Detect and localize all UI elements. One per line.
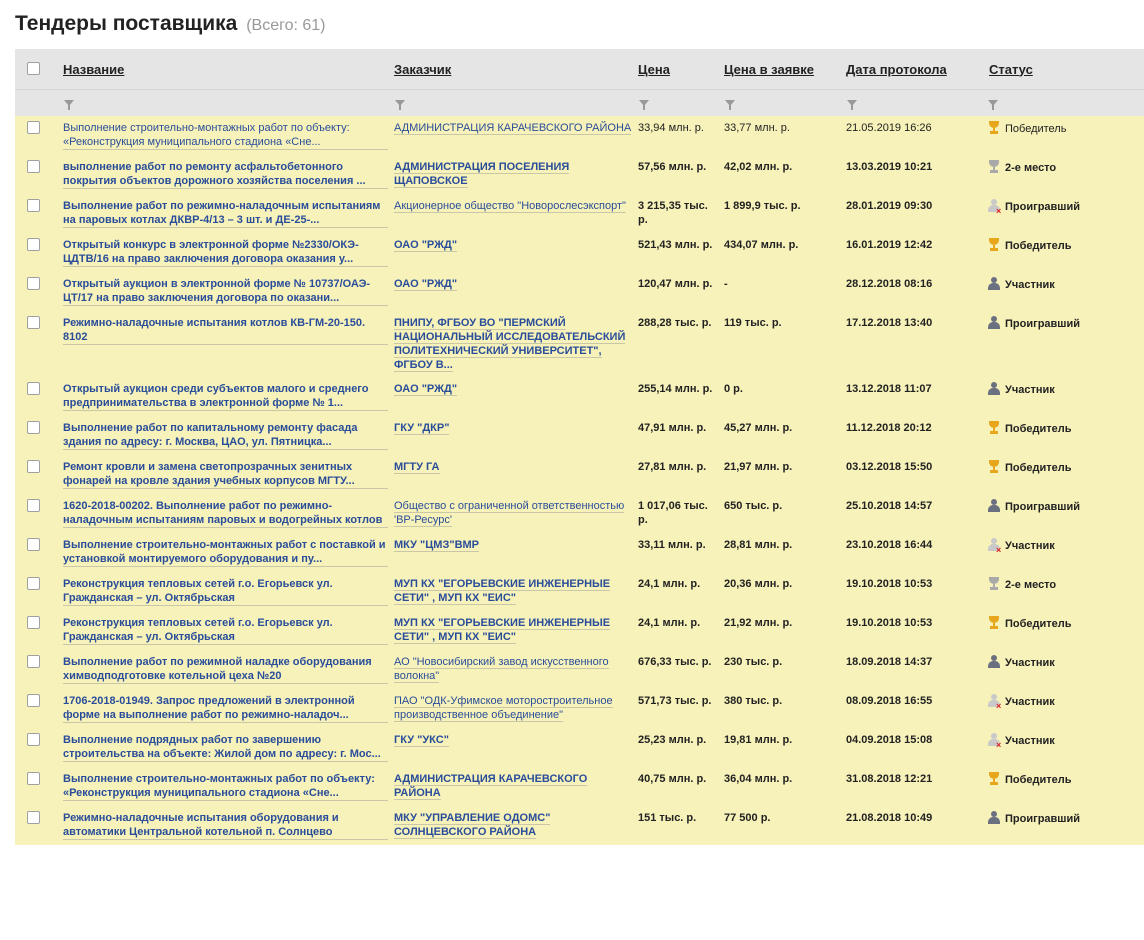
gold-cup-icon	[987, 460, 1001, 474]
bid-price-cell: 28,81 млн. р.	[724, 533, 846, 572]
bid-price-cell: 36,04 млн. р.	[724, 767, 846, 806]
price-cell: 40,75 млн. р.	[638, 767, 724, 806]
person-icon	[987, 382, 1001, 396]
tender-name-link[interactable]: Ремонт кровли и замена светопрозрачных зенитных фонарей на кровле здания учебных корпусов МГТУ...	[63, 460, 388, 489]
column-price[interactable]	[638, 49, 724, 90]
customer-link[interactable]: ГКУ "ДКР"	[394, 422, 450, 434]
row-checkbox[interactable]	[27, 421, 40, 434]
status-label: Победитель	[1005, 123, 1067, 135]
status-cell	[987, 533, 1144, 572]
status-cell	[987, 311, 1144, 377]
table-row[interactable]	[15, 455, 1144, 494]
page-title-text: Тендеры поставщика	[15, 12, 238, 35]
customer-link[interactable]: ОАО "РЖД"	[394, 383, 458, 395]
column-name-label[interactable]: Название	[63, 61, 125, 77]
price-cell: 33,11 млн. р.	[638, 533, 724, 572]
person-icon	[987, 655, 1001, 669]
filter-icon[interactable]	[64, 100, 74, 106]
row-checkbox[interactable]	[27, 811, 40, 824]
status-cell	[987, 455, 1144, 494]
tender-name-link[interactable]: Выполнение строительно-монтажных работ по объекту: «Реконструкция муниципального стадиона «Сне...	[63, 772, 388, 801]
tender-name-link[interactable]: выполнение работ по ремонту асфальтобетонного покрытия объектов дорожного хозяйства поселения ...	[63, 160, 388, 189]
column-bid-price[interactable]	[724, 49, 846, 90]
table-row[interactable]	[15, 533, 1144, 572]
person-icon	[987, 277, 1001, 291]
status-label: Участник	[1005, 279, 1055, 291]
customer-link[interactable]: ПАО "ОДК-Уфимское моторостроительное производственное объединение"	[394, 695, 613, 721]
customer-link[interactable]: ПНИПУ, ФГБОУ ВО "ПЕРМСКИЙ НАЦИОНАЛЬНЫЙ ИССЛЕДОВАТЕЛЬСКИЙ ПОЛИТЕХНИЧЕСКИЙ УНИВЕРСИТЕТ", ФГБОУ В...	[394, 317, 626, 371]
price-cell: 521,43 млн. р.	[638, 233, 724, 272]
protocol-date-cell: 19.10.2018 10:53	[846, 572, 987, 611]
price-cell: 676,33 тыс. р.	[638, 650, 724, 689]
price-cell: 24,1 млн. р.	[638, 611, 724, 650]
row-checkbox[interactable]	[27, 772, 40, 785]
row-checkbox[interactable]	[27, 655, 40, 668]
person-icon	[987, 811, 1001, 825]
bid-price-cell: 434,07 млн. р.	[724, 233, 846, 272]
status-cell	[987, 767, 1144, 806]
protocol-date-cell: 18.09.2018 14:37	[846, 650, 987, 689]
table-row[interactable]	[15, 116, 1144, 155]
gold-cup-icon	[987, 121, 1001, 135]
status-label: Участник	[1005, 696, 1055, 708]
customer-link[interactable]: ГКУ "УКС"	[394, 734, 449, 746]
price-cell: 120,47 млн. р.	[638, 272, 724, 311]
table-body	[15, 116, 1144, 845]
table-row[interactable]	[15, 416, 1144, 455]
select-all-cell	[15, 49, 63, 90]
filter-bid-price[interactable]	[724, 90, 846, 117]
price-cell: 3 215,35 тыс. р.	[638, 194, 724, 233]
status-label: Проигравший	[1005, 318, 1080, 330]
status-label: Проигравший	[1005, 813, 1080, 825]
customer-link[interactable]: Акционерное общество "Новорослесэкспорт"	[394, 200, 626, 212]
customer-link[interactable]: МУП КХ "ЕГОРЬЕВСКИЕ ИНЖЕНЕРНЫЕ СЕТИ" , МУП КХ "ЕИС"	[394, 578, 611, 604]
table-row[interactable]	[15, 272, 1144, 311]
row-checkbox[interactable]	[27, 733, 40, 746]
row-checkbox[interactable]	[27, 460, 40, 473]
status-label: 2-е место	[1005, 162, 1057, 174]
silver-cup-icon	[987, 160, 1001, 174]
protocol-date-cell: 04.09.2018 15:08	[846, 728, 987, 767]
price-cell: 47,91 млн. р.	[638, 416, 724, 455]
status-cell	[987, 650, 1144, 689]
protocol-date-cell: 28.01.2019 09:30	[846, 194, 987, 233]
table-row[interactable]	[15, 311, 1144, 377]
table-row[interactable]	[15, 689, 1144, 728]
protocol-date-cell: 21.08.2018 10:49	[846, 806, 987, 845]
person-lost-icon: ×	[987, 199, 1001, 213]
bid-price-cell: 42,02 млн. р.	[724, 155, 846, 194]
bid-price-cell: 1 899,9 тыс. р.	[724, 194, 846, 233]
status-cell	[987, 572, 1144, 611]
gold-cup-icon	[987, 421, 1001, 435]
row-checkbox[interactable]	[27, 499, 40, 512]
bid-price-cell: 45,27 млн. р.	[724, 416, 846, 455]
protocol-date-cell: 16.01.2019 12:42	[846, 233, 987, 272]
status-label: Победитель	[1005, 240, 1072, 252]
filter-name[interactable]	[63, 90, 394, 117]
customer-link[interactable]: АДМИНИСТРАЦИЯ ПОСЕЛЕНИЯ ЩАПОВСКОЕ	[394, 161, 570, 187]
bid-price-cell: 20,36 млн. р.	[724, 572, 846, 611]
protocol-date-cell: 03.12.2018 15:50	[846, 455, 987, 494]
filter-icon[interactable]	[847, 100, 857, 106]
row-checkbox[interactable]	[27, 538, 40, 551]
price-cell: 255,14 млн. р.	[638, 377, 724, 416]
customer-link[interactable]: МКУ "ЦМЗ"ВМР	[394, 539, 480, 551]
customer-link[interactable]: ОАО "РЖД"	[394, 278, 458, 290]
status-cell	[987, 806, 1144, 845]
bid-price-cell: 33,77 млн. р.	[724, 116, 846, 155]
tender-name-link[interactable]: Открытый аукцион в электронной форме № 10737/ОАЭ-ЦТ/17 на право заключения договора по оказани...	[63, 277, 388, 306]
filter-customer[interactable]	[394, 90, 638, 117]
customer-link[interactable]: АДМИНИСТРАЦИЯ КАРАЧЕВСКОГО РАЙОНА	[394, 773, 588, 799]
bid-price-cell: 380 тыс. р.	[724, 689, 846, 728]
status-cell	[987, 494, 1144, 533]
status-cell	[987, 155, 1144, 194]
status-cell	[987, 728, 1144, 767]
bid-price-cell: 21,92 млн. р.	[724, 611, 846, 650]
status-cell	[987, 377, 1144, 416]
person-lost-icon: ×	[987, 733, 1001, 747]
status-label: Победитель	[1005, 618, 1072, 630]
tender-name-link[interactable]: Режимно-наладочные испытания оборудования и автоматики Центральной котельной п. Солнцево	[63, 811, 388, 840]
protocol-date-cell: 19.10.2018 10:53	[846, 611, 987, 650]
person-icon	[987, 316, 1001, 330]
customer-link[interactable]: МГТУ ГА	[394, 461, 440, 473]
row-checkbox[interactable]	[27, 694, 40, 707]
column-price-label[interactable]: Цена	[638, 61, 670, 77]
price-cell: 25,23 млн. р.	[638, 728, 724, 767]
column-bid-price-label[interactable]: Цена в заявке	[724, 61, 815, 77]
bid-price-cell: 230 тыс. р.	[724, 650, 846, 689]
column-name[interactable]	[63, 49, 394, 90]
bid-price-cell: 19,81 млн. р.	[724, 728, 846, 767]
filter-row	[15, 90, 1144, 117]
customer-link[interactable]: МУП КХ "ЕГОРЬЕВСКИЕ ИНЖЕНЕРНЫЕ СЕТИ" , МУП КХ "ЕИС"	[394, 617, 611, 643]
tender-name-link[interactable]: Выполнение работ по режимной наладке оборудования химводподготовке котельной цеха №20	[63, 655, 388, 684]
status-cell	[987, 116, 1144, 155]
status-label: Победитель	[1005, 774, 1072, 786]
filter-icon[interactable]	[639, 100, 649, 106]
status-label: Участник	[1005, 540, 1055, 552]
status-label: Участник	[1005, 735, 1055, 747]
tender-name-link[interactable]: Выполнение работ по капитальному ремонту фасада здания по адресу: г. Москва, ЦАО, ул. Пятницка...	[63, 421, 388, 450]
row-checkbox[interactable]	[27, 160, 40, 173]
tender-name-link[interactable]: Выполнение подрядных работ по завершению строительства на объекте: Жилой дом по адресу: г. Мос...	[63, 733, 388, 762]
row-checkbox[interactable]	[27, 277, 40, 290]
total-count: (Всего: 61)	[246, 17, 326, 34]
column-status[interactable]	[987, 49, 1144, 90]
column-customer[interactable]	[394, 49, 638, 90]
price-cell: 57,56 млн. р.	[638, 155, 724, 194]
row-checkbox[interactable]	[27, 238, 40, 251]
filter-icon[interactable]	[725, 100, 735, 106]
tender-name-link[interactable]: Открытый конкурс в электронной форме №2330/ОКЭ-ЦДТВ/16 на право заключения договора оказания у...	[63, 238, 388, 267]
person-lost-icon: ×	[987, 694, 1001, 708]
protocol-date-cell: 23.10.2018 16:44	[846, 533, 987, 572]
tender-name-link[interactable]: Реконструкция тепловых сетей г.о. Егорьевск ул. Гражданская – ул. Октябрьская	[63, 577, 388, 606]
table-row[interactable]	[15, 650, 1144, 689]
column-status-label[interactable]: Статус	[989, 61, 1033, 77]
bid-price-cell: -	[724, 272, 846, 311]
price-cell: 24,1 млн. р.	[638, 572, 724, 611]
row-checkbox[interactable]	[27, 577, 40, 590]
bid-price-cell: 77 500 р.	[724, 806, 846, 845]
protocol-date-cell: 11.12.2018 20:12	[846, 416, 987, 455]
filter-status[interactable]	[987, 90, 1144, 117]
table-header-row	[15, 49, 1144, 90]
price-cell: 288,28 тыс. р.	[638, 311, 724, 377]
bid-price-cell: 21,97 млн. р.	[724, 455, 846, 494]
bid-price-cell: 119 тыс. р.	[724, 311, 846, 377]
filter-icon[interactable]	[988, 100, 998, 106]
status-label: Проигравший	[1005, 501, 1080, 513]
tender-name-link[interactable]: 1620-2018-00202. Выполнение работ по режимно-наладочным испытаниям паровых и водогрейных котлов	[63, 499, 388, 528]
select-all-checkbox[interactable]	[27, 62, 40, 75]
table-row[interactable]	[15, 806, 1144, 845]
status-label: Участник	[1005, 657, 1055, 669]
tender-name-link[interactable]: 1706-2018-01949. Запрос предложений в электронной форме на выполнение работ по режимно-наладоч...	[63, 694, 388, 723]
status-label: Участник	[1005, 384, 1055, 396]
table-row[interactable]	[15, 233, 1144, 272]
status-label: Победитель	[1005, 462, 1072, 474]
protocol-date-cell: 21.05.2019 16:26	[846, 116, 987, 155]
tender-name-link[interactable]: Открытый аукцион среди субъектов малого и среднего предпринимательства в электронной форме № 1...	[63, 382, 388, 411]
protocol-date-cell: 13.12.2018 11:07	[846, 377, 987, 416]
person-icon	[987, 499, 1001, 513]
price-cell: 571,73 тыс. р.	[638, 689, 724, 728]
customer-link[interactable]: МКУ "УПРАВЛЕНИЕ ОДОМС" СОЛНЦЕВСКОГО РАЙОНА	[394, 812, 551, 838]
tender-name-link[interactable]: Выполнение строительно-монтажных работ с поставкой и установкой монтируемого оборудования и пу...	[63, 538, 388, 567]
column-protocol-date-label[interactable]: Дата протокола	[846, 61, 947, 77]
table-row[interactable]	[15, 572, 1144, 611]
protocol-date-cell: 25.10.2018 14:57	[846, 494, 987, 533]
gold-cup-icon	[987, 238, 1001, 252]
protocol-date-cell: 08.09.2018 16:55	[846, 689, 987, 728]
row-checkbox[interactable]	[27, 316, 40, 329]
tender-name-link[interactable]: Режимно-наладочные испытания котлов КВ-ГМ-20-150. 8102	[63, 316, 388, 345]
table-row[interactable]	[15, 611, 1144, 650]
table-row[interactable]	[15, 155, 1144, 194]
table-row[interactable]	[15, 494, 1144, 533]
status-cell	[987, 194, 1144, 233]
customer-link[interactable]: АДМИНИСТРАЦИЯ КАРАЧЕВСКОГО РАЙОНА	[394, 122, 632, 134]
status-label: Победитель	[1005, 423, 1072, 435]
row-checkbox[interactable]	[27, 121, 40, 134]
status-cell	[987, 233, 1144, 272]
tenders-table	[15, 49, 1144, 845]
status-cell	[987, 689, 1144, 728]
tender-name-link[interactable]: Выполнение работ по режимно-наладочным испытаниям на паровых котлах ДКВР-4/13 – 3 шт. и ДЕ-25-...	[63, 199, 388, 228]
table-row[interactable]	[15, 194, 1144, 233]
tender-name-link[interactable]: Реконструкция тепловых сетей г.о. Егорьевск ул. Гражданская – ул. Октябрьская	[63, 616, 388, 645]
bid-price-cell: 0 р.	[724, 377, 846, 416]
filter-icon[interactable]	[395, 100, 405, 106]
column-customer-label[interactable]: Заказчик	[394, 61, 452, 77]
page-title	[15, 12, 326, 36]
filter-price[interactable]	[638, 90, 724, 117]
row-checkbox[interactable]	[27, 616, 40, 629]
gold-cup-icon	[987, 616, 1001, 630]
price-cell: 27,81 млн. р.	[638, 455, 724, 494]
status-cell	[987, 272, 1144, 311]
status-cell	[987, 611, 1144, 650]
status-label: Проигравший	[1005, 201, 1080, 213]
tender-name-link[interactable]: Выполнение строительно-монтажных работ по объекту: «Реконструкция муниципального стадиона «Сне...	[63, 121, 388, 150]
filter-protocol-date[interactable]	[846, 90, 987, 117]
gold-cup-icon	[987, 772, 1001, 786]
column-protocol-date[interactable]	[846, 49, 987, 90]
row-checkbox[interactable]	[27, 199, 40, 212]
table-row[interactable]	[15, 767, 1144, 806]
protocol-date-cell: 31.08.2018 12:21	[846, 767, 987, 806]
protocol-date-cell: 17.12.2018 13:40	[846, 311, 987, 377]
table-row[interactable]	[15, 728, 1144, 767]
protocol-date-cell: 13.03.2019 10:21	[846, 155, 987, 194]
protocol-date-cell: 28.12.2018 08:16	[846, 272, 987, 311]
price-cell: 33,94 млн. р.	[638, 116, 724, 155]
row-checkbox[interactable]	[27, 382, 40, 395]
bid-price-cell: 650 тыс. р.	[724, 494, 846, 533]
customer-link[interactable]: АО "Новосибирский завод искусственного волокна"	[394, 656, 609, 682]
table-row[interactable]	[15, 377, 1144, 416]
silver-cup-icon	[987, 577, 1001, 591]
price-cell: 1 017,06 тыс. р.	[638, 494, 724, 533]
customer-link[interactable]: Общество с ограниченной ответственностью 'ВР-Ресурс'	[394, 500, 625, 526]
price-cell: 151 тыс. р.	[638, 806, 724, 845]
person-lost-icon: ×	[987, 538, 1001, 552]
status-label: 2-е место	[1005, 579, 1057, 591]
status-cell	[987, 416, 1144, 455]
customer-link[interactable]: ОАО "РЖД"	[394, 239, 458, 251]
